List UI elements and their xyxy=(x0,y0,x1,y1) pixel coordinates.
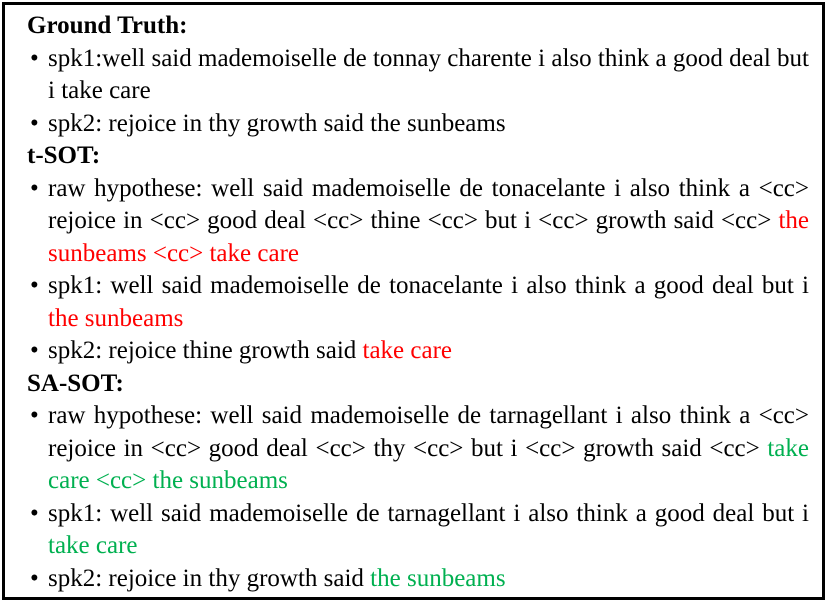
figure-box xyxy=(2,2,825,600)
transcript-segment-normal: spk1: well said mademoiselle de tonacelante i also think a good deal but i xyxy=(48,272,809,299)
transcript-segment-normal: spk2: rejoice in thy growth said xyxy=(48,564,371,592)
bullet-icon: • xyxy=(30,402,39,429)
transcript-segment-normal: raw hypothese: well said mademoiselle de tonacelante i also think a <cc> rejoice in <cc> good deal <cc> thine <cc> but i <cc> growth said <cc> xyxy=(48,174,809,234)
section-heading-2: SA-SOT: xyxy=(27,369,124,397)
transcript-bullet xyxy=(27,498,809,563)
transcript-segment-correct: take care <cc> the sunbeams xyxy=(48,434,809,494)
transcript-bullet xyxy=(27,400,809,498)
transcript-bullet xyxy=(27,108,809,141)
transcript-segment-normal: raw hypothese: well said mademoiselle de tarnagellant i also think a <cc> rejoice in <cc> good deal <cc> thy <cc> but i <cc> growth said <cc> xyxy=(48,402,809,462)
transcript-bullet xyxy=(27,563,809,596)
bullet-icon: • xyxy=(30,44,39,72)
bullet-icon: • xyxy=(30,109,39,137)
transcript-segment-normal: spk2: rejoice thine growth said xyxy=(48,337,363,364)
transcript-bullet xyxy=(27,173,809,271)
section-heading-1: t-SOT: xyxy=(27,142,101,169)
transcript-segment-normal: spk1:well said mademoiselle de tonnay charente i also think a good deal but i take care xyxy=(48,44,809,104)
transcript-bullet xyxy=(27,270,809,335)
bullet-icon: • xyxy=(30,337,39,364)
bullet-icon: • xyxy=(30,499,39,527)
bullet-icon: • xyxy=(30,272,39,299)
transcript-segment-error: the sunbeams xyxy=(48,304,184,332)
figure-content xyxy=(5,5,822,595)
bullet-icon: • xyxy=(30,174,39,202)
transcript-segment-normal: spk2: rejoice in thy growth said the sunbeams xyxy=(48,109,506,137)
bullet-icon: • xyxy=(30,564,39,592)
transcript-segment-correct: take care xyxy=(48,532,138,559)
transcript-segment-error: take care xyxy=(362,337,453,364)
transcript-segment-normal: spk1: well said mademoiselle de tarnagellant i also think a good deal but i xyxy=(48,499,809,527)
transcript-bullet xyxy=(27,335,809,368)
transcript-segment-correct: the sunbeams xyxy=(370,564,506,592)
transcript-bullet xyxy=(27,43,809,108)
section-heading-0: Ground Truth: xyxy=(27,12,188,39)
transcript-segment-error: the sunbeams <cc> take care xyxy=(48,207,809,267)
